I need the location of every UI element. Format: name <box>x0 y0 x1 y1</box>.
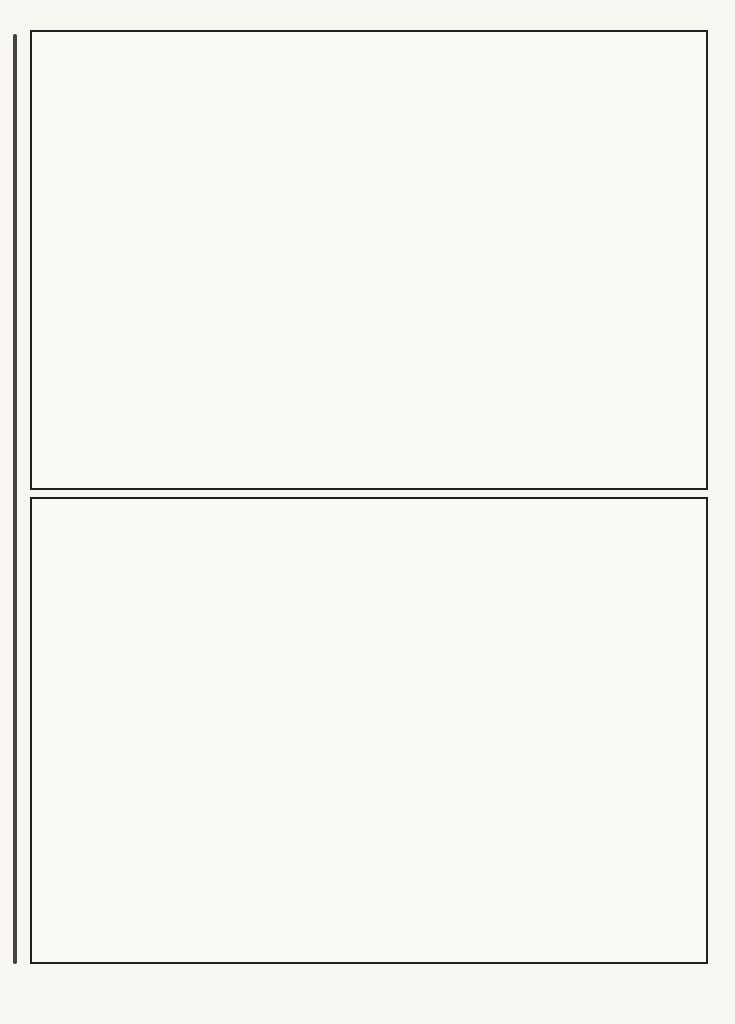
scan-binding-edge <box>13 34 17 964</box>
roster-table-top <box>30 30 708 490</box>
roster-table-bottom <box>30 497 708 964</box>
